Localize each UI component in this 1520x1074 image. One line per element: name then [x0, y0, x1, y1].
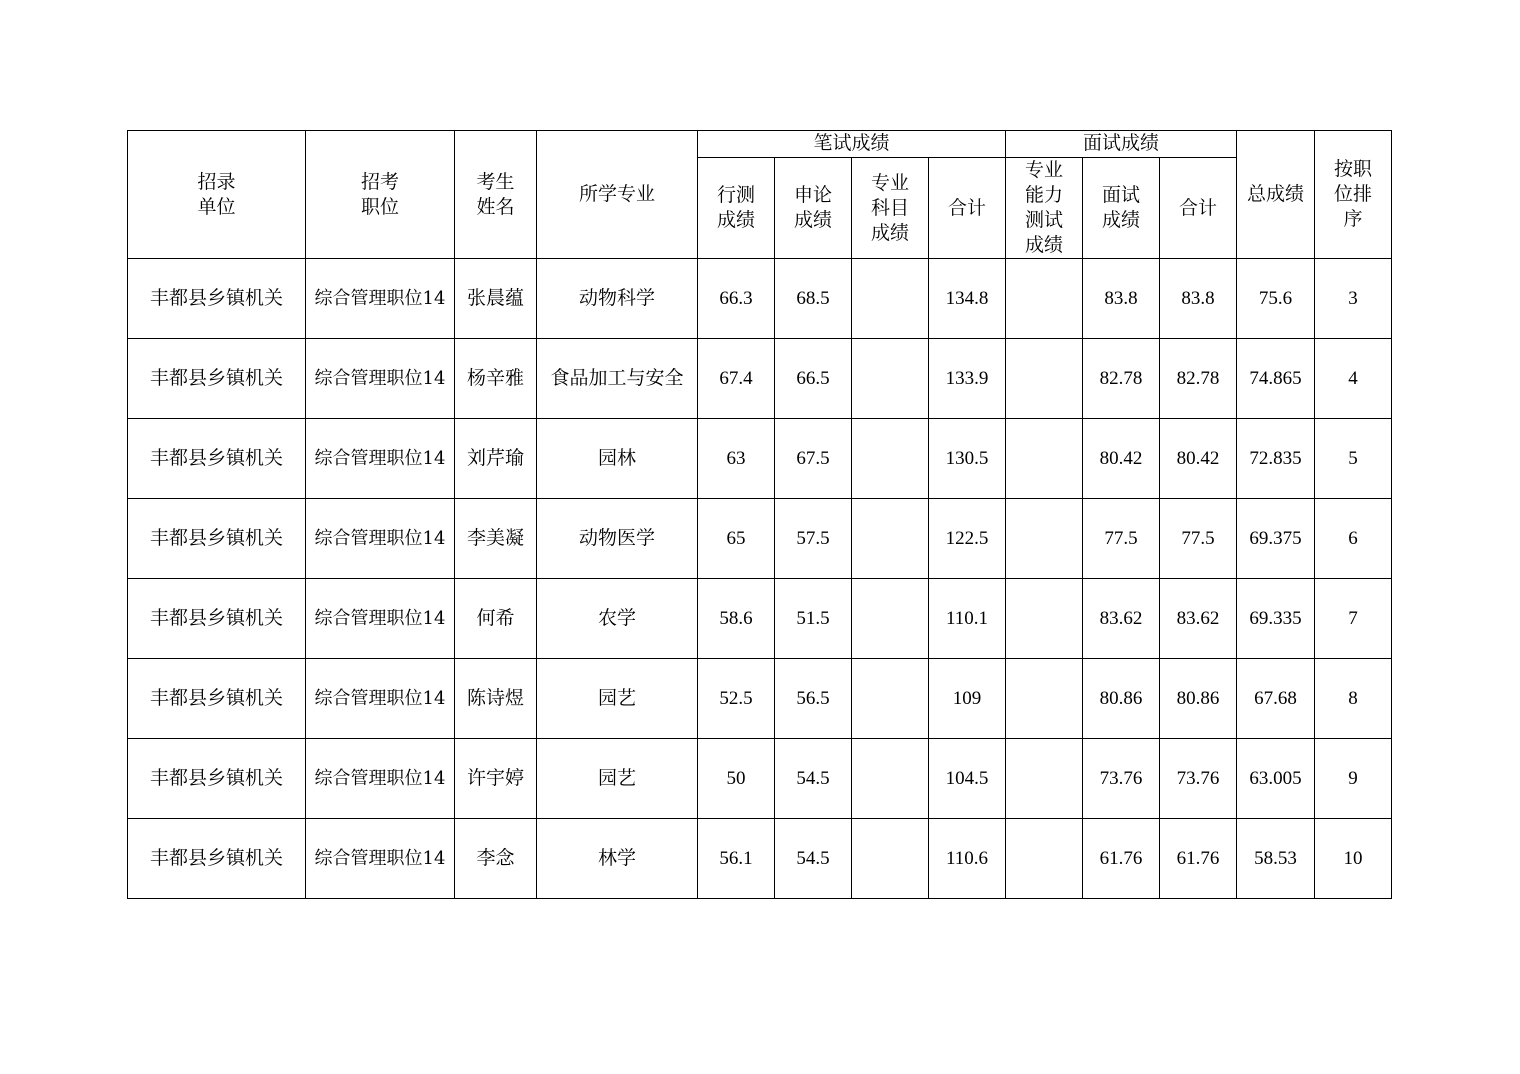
table-row — [128, 739, 1392, 819]
cell-total: 67.68 — [1237, 659, 1315, 739]
cell-rank: 4 — [1315, 339, 1392, 419]
cell-interview-total: 73.76 — [1160, 739, 1237, 819]
table-row — [128, 419, 1392, 499]
cell-rank: 10 — [1315, 819, 1392, 899]
cell-total: 58.53 — [1237, 819, 1315, 899]
cell-shenlun: 68.5 — [775, 259, 852, 339]
cell-unit: 丰都县乡镇机关 — [128, 339, 306, 419]
cell-ability — [1006, 419, 1083, 499]
cell-unit: 丰都县乡镇机关 — [128, 819, 306, 899]
cell-interview-total: 61.76 — [1160, 819, 1237, 899]
cell-total: 72.835 — [1237, 419, 1315, 499]
cell-xingce: 66.3 — [698, 259, 775, 339]
cell-interview: 80.42 — [1083, 419, 1160, 499]
cell-major: 园林 — [537, 419, 698, 499]
cell-rank: 7 — [1315, 579, 1392, 659]
header-rank: 按职 位排 序 — [1315, 131, 1392, 259]
score-table — [127, 130, 1392, 899]
cell-ability — [1006, 659, 1083, 739]
cell-position: 综合管理职位14 — [306, 499, 455, 579]
cell-rank: 3 — [1315, 259, 1392, 339]
header-written-group: 笔试成绩 — [698, 131, 1006, 158]
cell-rank: 5 — [1315, 419, 1392, 499]
cell-subject — [852, 659, 929, 739]
cell-name: 刘芹瑜 — [455, 419, 537, 499]
cell-name: 杨辛雅 — [455, 339, 537, 419]
cell-interview-total: 77.5 — [1160, 499, 1237, 579]
cell-written-total: 122.5 — [929, 499, 1006, 579]
cell-subject — [852, 739, 929, 819]
table-row — [128, 659, 1392, 739]
cell-major: 动物医学 — [537, 499, 698, 579]
cell-unit: 丰都县乡镇机关 — [128, 499, 306, 579]
cell-major: 动物科学 — [537, 259, 698, 339]
header-written-total: 合计 — [929, 158, 1006, 259]
cell-subject — [852, 339, 929, 419]
cell-total: 69.375 — [1237, 499, 1315, 579]
cell-interview: 61.76 — [1083, 819, 1160, 899]
cell-unit: 丰都县乡镇机关 — [128, 419, 306, 499]
table-row — [128, 819, 1392, 899]
cell-interview-total: 80.86 — [1160, 659, 1237, 739]
cell-name: 陈诗煜 — [455, 659, 537, 739]
header-interview: 面试 成绩 — [1083, 158, 1160, 259]
cell-xingce: 58.6 — [698, 579, 775, 659]
cell-ability — [1006, 579, 1083, 659]
cell-shenlun: 66.5 — [775, 339, 852, 419]
header-xingce: 行测 成绩 — [698, 158, 775, 259]
cell-ability — [1006, 499, 1083, 579]
header-subject: 专业 科目 成绩 — [852, 158, 929, 259]
cell-written-total: 109 — [929, 659, 1006, 739]
cell-position: 综合管理职位14 — [306, 739, 455, 819]
cell-interview: 80.86 — [1083, 659, 1160, 739]
cell-interview: 82.78 — [1083, 339, 1160, 419]
cell-unit: 丰都县乡镇机关 — [128, 659, 306, 739]
cell-total: 63.005 — [1237, 739, 1315, 819]
cell-xingce: 67.4 — [698, 339, 775, 419]
cell-name: 张晨蕴 — [455, 259, 537, 339]
cell-name: 李美凝 — [455, 499, 537, 579]
cell-shenlun: 56.5 — [775, 659, 852, 739]
table-row — [128, 259, 1392, 339]
cell-rank: 8 — [1315, 659, 1392, 739]
header-unit: 招录 单位 — [128, 131, 306, 259]
cell-shenlun: 67.5 — [775, 419, 852, 499]
cell-xingce: 65 — [698, 499, 775, 579]
cell-xingce: 56.1 — [698, 819, 775, 899]
cell-subject — [852, 819, 929, 899]
cell-major: 林学 — [537, 819, 698, 899]
cell-interview: 83.8 — [1083, 259, 1160, 339]
cell-ability — [1006, 339, 1083, 419]
cell-unit: 丰都县乡镇机关 — [128, 259, 306, 339]
cell-written-total: 110.6 — [929, 819, 1006, 899]
cell-interview-total: 83.8 — [1160, 259, 1237, 339]
cell-interview-total: 83.62 — [1160, 579, 1237, 659]
header-name: 考生 姓名 — [455, 131, 537, 259]
cell-interview-total: 82.78 — [1160, 339, 1237, 419]
cell-shenlun: 51.5 — [775, 579, 852, 659]
cell-written-total: 110.1 — [929, 579, 1006, 659]
cell-major: 园艺 — [537, 739, 698, 819]
cell-total: 75.6 — [1237, 259, 1315, 339]
cell-position: 综合管理职位14 — [306, 339, 455, 419]
cell-shenlun: 54.5 — [775, 739, 852, 819]
cell-interview-total: 80.42 — [1160, 419, 1237, 499]
cell-ability — [1006, 259, 1083, 339]
header-major: 所学专业 — [537, 131, 698, 259]
cell-position: 综合管理职位14 — [306, 259, 455, 339]
cell-unit: 丰都县乡镇机关 — [128, 739, 306, 819]
cell-xingce: 52.5 — [698, 659, 775, 739]
cell-subject — [852, 419, 929, 499]
cell-name: 何希 — [455, 579, 537, 659]
table-header — [128, 131, 1392, 259]
cell-subject — [852, 259, 929, 339]
cell-unit: 丰都县乡镇机关 — [128, 579, 306, 659]
header-ability: 专业 能力 测试 成绩 — [1006, 158, 1083, 259]
cell-position: 综合管理职位14 — [306, 419, 455, 499]
cell-major: 园艺 — [537, 659, 698, 739]
cell-xingce: 50 — [698, 739, 775, 819]
table-row — [128, 579, 1392, 659]
header-total: 总成绩 — [1237, 131, 1315, 259]
table-row — [128, 339, 1392, 419]
cell-name: 李念 — [455, 819, 537, 899]
cell-written-total: 104.5 — [929, 739, 1006, 819]
cell-written-total: 133.9 — [929, 339, 1006, 419]
cell-interview: 73.76 — [1083, 739, 1160, 819]
cell-major: 农学 — [537, 579, 698, 659]
cell-rank: 9 — [1315, 739, 1392, 819]
cell-total: 74.865 — [1237, 339, 1315, 419]
cell-written-total: 134.8 — [929, 259, 1006, 339]
cell-written-total: 130.5 — [929, 419, 1006, 499]
cell-interview: 83.62 — [1083, 579, 1160, 659]
cell-position: 综合管理职位14 — [306, 659, 455, 739]
cell-ability — [1006, 819, 1083, 899]
cell-shenlun: 57.5 — [775, 499, 852, 579]
header-position: 招考 职位 — [306, 131, 455, 259]
cell-xingce: 63 — [698, 419, 775, 499]
cell-shenlun: 54.5 — [775, 819, 852, 899]
header-shenlun: 申论 成绩 — [775, 158, 852, 259]
cell-rank: 6 — [1315, 499, 1392, 579]
cell-position: 综合管理职位14 — [306, 579, 455, 659]
cell-ability — [1006, 739, 1083, 819]
cell-interview: 77.5 — [1083, 499, 1160, 579]
cell-position: 综合管理职位14 — [306, 819, 455, 899]
cell-subject — [852, 579, 929, 659]
cell-total: 69.335 — [1237, 579, 1315, 659]
table-body — [128, 259, 1392, 899]
cell-subject — [852, 499, 929, 579]
header-interview-group: 面试成绩 — [1006, 131, 1237, 158]
cell-name: 许宇婷 — [455, 739, 537, 819]
table-row — [128, 499, 1392, 579]
cell-major: 食品加工与安全 — [537, 339, 698, 419]
header-interview-total: 合计 — [1160, 158, 1237, 259]
